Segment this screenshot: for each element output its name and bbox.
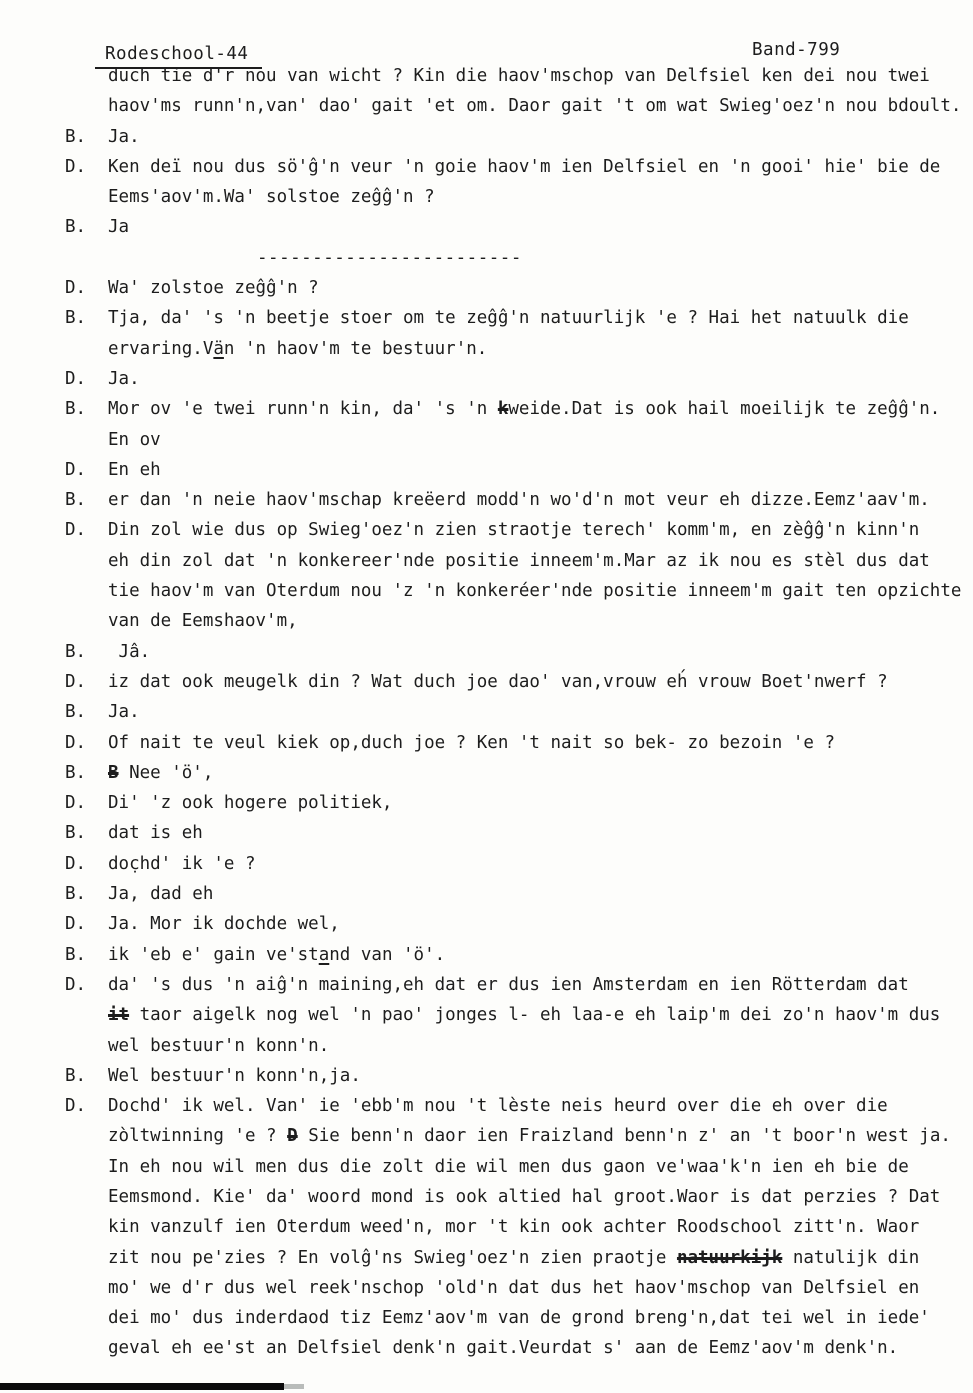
line-text bbox=[108, 1121, 970, 1151]
transcript-line bbox=[65, 1182, 970, 1212]
speaker-label bbox=[65, 61, 108, 91]
transcript-line bbox=[65, 1212, 970, 1242]
text-segment: haov'ms runn'n,van' dao' gait 'et om. Daor gait 't om wat Swieg'oez'n nou bdoult. bbox=[108, 96, 962, 117]
line-text bbox=[108, 546, 970, 576]
text-segment: geval eh ee'st an Delfsiel denk'n gait.Veurdat s' aan de Eemz'aov'm denk'n. bbox=[108, 1338, 899, 1359]
transcript-line bbox=[65, 1303, 970, 1333]
text-segment: zòltwinning 'e ? bbox=[108, 1126, 288, 1147]
speaker-label: B. bbox=[65, 702, 87, 723]
line-text bbox=[108, 970, 970, 1000]
text-segment: iz dat ook meugelk din ? Wat duch joe dao' van,vrouw eh́ vrouw Boet'nwerf ? bbox=[108, 671, 888, 692]
text-segment: n 'n haov'm te bestuur'n. bbox=[223, 338, 488, 359]
line-text bbox=[108, 879, 970, 909]
line-text bbox=[108, 61, 970, 91]
text-segment: kin vanzulf ien Oterdum weed'n, mor 't kin ook achter Roodschool zitt'n. Waor bbox=[108, 1217, 920, 1238]
transcript-line bbox=[65, 425, 970, 455]
text-segment: dat is eh bbox=[108, 823, 203, 844]
line-text bbox=[108, 849, 970, 879]
transcript-line bbox=[65, 576, 970, 606]
line-text bbox=[108, 303, 970, 333]
transcript-line bbox=[65, 1091, 970, 1121]
text-segment: Jâ. bbox=[108, 641, 151, 662]
struck-text: natuurkijk bbox=[676, 1247, 783, 1268]
line-text bbox=[108, 364, 970, 394]
line-text bbox=[108, 576, 970, 606]
transcript-line bbox=[65, 879, 970, 909]
speaker-label bbox=[65, 182, 108, 212]
speaker-label: D. bbox=[65, 156, 87, 177]
band-number: Band-799 bbox=[752, 40, 841, 60]
line-text bbox=[108, 91, 970, 121]
speaker-label: B. bbox=[65, 944, 87, 965]
speaker-label bbox=[65, 1000, 108, 1030]
speaker-label bbox=[65, 1273, 108, 1303]
text-segment: er dan 'n neie haov'mschap kreëerd modd'n wo'd'n mot veur eh dizze.Eemz'aav'm. bbox=[108, 490, 930, 511]
speaker-label: D. bbox=[65, 974, 87, 995]
transcript-line bbox=[65, 1243, 970, 1273]
text-segment: Wa' zolstoe zeĝĝ'n ? bbox=[108, 278, 319, 299]
transcript-line bbox=[65, 788, 970, 818]
line-text bbox=[108, 1212, 970, 1242]
speaker-label: B. bbox=[65, 490, 87, 511]
text-segment: En ov bbox=[108, 429, 161, 450]
text-segment: Of nait te veul kiek op,duch joe ? Ken 't nait so bek- zo bezoin 'e ? bbox=[108, 732, 835, 753]
transcript-line bbox=[65, 970, 970, 1000]
scan-artifact-bar bbox=[0, 1383, 284, 1390]
text-segment: Ja bbox=[108, 217, 130, 238]
line-text bbox=[108, 334, 970, 364]
transcript-line bbox=[65, 758, 970, 788]
text-segment: Din zol wie dus op Swieg'oez'n zien straotje terech' komm'm, en zèĝĝ'n kinn'n bbox=[108, 520, 920, 541]
speaker-label bbox=[65, 1333, 108, 1363]
line-text bbox=[108, 1152, 970, 1182]
transcript-line bbox=[65, 546, 970, 576]
line-text bbox=[108, 1091, 970, 1121]
text-segment: Ja, dad eh bbox=[108, 884, 214, 905]
struck-text: B bbox=[108, 762, 119, 783]
transcript-line bbox=[65, 606, 970, 636]
text-segment: ervaring.V bbox=[108, 338, 214, 359]
speaker-label bbox=[65, 1212, 108, 1242]
speaker-label: B. bbox=[65, 217, 87, 238]
line-text bbox=[108, 606, 970, 636]
text-segment: tie haov'm van Oterdum nou 'z 'n konkeréer'nde positie inneem'm gait ten opzichte bbox=[108, 581, 962, 602]
text-segment: Ja. bbox=[108, 126, 140, 147]
transcript-line bbox=[65, 1061, 970, 1091]
transcript-line bbox=[65, 1121, 970, 1151]
line-text bbox=[108, 1061, 970, 1091]
speaker-label bbox=[65, 334, 108, 364]
speaker-label: D. bbox=[65, 368, 87, 389]
speaker-label: D. bbox=[65, 520, 87, 541]
line-text bbox=[108, 1273, 970, 1303]
text-segment: weide.Dat is ook hail moeilijk te zeĝĝ'n. bbox=[508, 399, 941, 420]
line-text bbox=[108, 182, 970, 212]
transcript-line bbox=[65, 303, 970, 333]
text-segment: Ken deï nou dus sö'ĝ'n veur 'n goie haov'm ien Delfsiel en 'n gooi' hie' bie de bbox=[108, 156, 941, 177]
speaker-label: B. bbox=[65, 823, 87, 844]
transcript-line bbox=[65, 212, 970, 242]
text-segment: da' 's dus 'n aiĝ'n maining,eh dat er dus ien Amsterdam en ien Rötterdam dat bbox=[108, 974, 909, 995]
text-segment: Sie benn'n daor ien Fraizland benn'n z' an 't boor'n west ja. bbox=[297, 1126, 951, 1147]
line-text bbox=[108, 1333, 970, 1363]
speaker-label: B. bbox=[65, 884, 87, 905]
speaker-label bbox=[65, 1031, 108, 1061]
text-segment: Ja. bbox=[108, 368, 140, 389]
transcript-line bbox=[65, 1273, 970, 1303]
transcript-line bbox=[65, 515, 970, 545]
line-text bbox=[108, 1303, 970, 1333]
transcript-line bbox=[65, 1333, 970, 1363]
line-text bbox=[108, 728, 970, 758]
struck-text: D bbox=[287, 1126, 298, 1147]
speaker-label: D. bbox=[65, 914, 87, 935]
line-text bbox=[108, 1243, 970, 1273]
speaker-label bbox=[65, 91, 108, 121]
underlined-text: ä bbox=[213, 338, 224, 359]
speaker-label bbox=[65, 1243, 108, 1273]
struck-text: it bbox=[108, 1005, 130, 1026]
speaker-label bbox=[65, 243, 108, 273]
line-text bbox=[108, 697, 970, 727]
line-text bbox=[108, 1000, 970, 1030]
line-text bbox=[108, 515, 970, 545]
transcript-line bbox=[65, 334, 970, 364]
line-text bbox=[108, 212, 970, 242]
struck-text: k bbox=[497, 399, 509, 420]
speaker-label: D. bbox=[65, 732, 87, 753]
line-text bbox=[108, 273, 970, 303]
separator-line bbox=[65, 243, 970, 273]
transcript-line bbox=[65, 394, 970, 424]
speaker-label: D. bbox=[65, 278, 87, 299]
transcript-line bbox=[65, 909, 970, 939]
line-text bbox=[108, 940, 970, 970]
line-text bbox=[108, 425, 970, 455]
line-text bbox=[108, 1182, 970, 1212]
text-segment: eh din zol dat 'n konkereer'nde positie inneem'm.Mar az ik nou es stèl dus dat bbox=[108, 550, 930, 571]
transcript-line bbox=[65, 61, 970, 91]
text-segment: In eh nou wil men dus die zolt die wil men dus gaon ve'waa'k'n ien eh bie de bbox=[108, 1156, 909, 1177]
transcript-line bbox=[65, 637, 970, 667]
text-segment: ------------------------ bbox=[257, 247, 522, 268]
text-segment: Eems'aov'm.Wa' solstoe zeĝĝ'n ? bbox=[108, 187, 435, 208]
text-segment: wel bestuur'n konn'n. bbox=[108, 1035, 330, 1056]
transcript-line bbox=[65, 849, 970, 879]
underlined-text: a bbox=[318, 944, 330, 965]
text-segment: natulijk din bbox=[782, 1247, 920, 1268]
speaker-label: D. bbox=[65, 793, 87, 814]
transcript-line bbox=[65, 1152, 970, 1182]
transcript-line bbox=[65, 273, 970, 303]
transcript-line bbox=[65, 728, 970, 758]
transcript-line bbox=[65, 697, 970, 727]
speaker-label bbox=[65, 576, 108, 606]
transcript-line bbox=[65, 940, 970, 970]
speaker-label: D. bbox=[65, 459, 87, 480]
transcript-line bbox=[65, 152, 970, 182]
separator-dashes bbox=[108, 243, 970, 273]
text-segment: Ja. bbox=[108, 702, 140, 723]
text-segment: Dochd' ik wel. Van' ie 'ebb'm nou 't lèste neis heurd over die eh over die bbox=[108, 1096, 888, 1117]
speaker-label: B. bbox=[65, 762, 87, 783]
text-segment: Mor ov 'e twei runn'n kin, da' 's 'n bbox=[108, 399, 498, 420]
text-segment: Ja. Mor ik dochde wel, bbox=[108, 914, 340, 935]
text-segment: duch tie d'r nou van wicht ? Kin die haov'mschop van Delfsiel ken dei nou twei bbox=[108, 66, 930, 86]
transcript-line bbox=[65, 182, 970, 212]
speaker-label bbox=[65, 606, 108, 636]
text-segment: Tja, da' 's 'n beetje stoer om te zeĝĝ'n natuurlijk 'e ? Hai het natuulk die bbox=[108, 308, 909, 329]
speaker-label bbox=[65, 1121, 108, 1151]
line-text bbox=[108, 667, 970, 697]
text-segment: doc̣hd' ik 'e ? bbox=[108, 853, 256, 874]
text-segment: Wel bestuur'n konn'n,ja. bbox=[108, 1065, 361, 1086]
text-segment: zit nou pe'zies ? En volĝ'ns Swieg'oez'n zien praotje bbox=[108, 1247, 677, 1268]
text-segment: Di' 'z ook hogere politiek, bbox=[108, 793, 393, 814]
speaker-label bbox=[65, 1182, 108, 1212]
line-text bbox=[108, 818, 970, 848]
text-segment: van de Eemshaov'm, bbox=[108, 611, 298, 632]
text-segment: En eh bbox=[108, 459, 161, 480]
text-segment: taor aigelk nog wel 'n pao' jonges l- eh laa-e eh laip'm dei zo'n haov'm dus bbox=[129, 1005, 941, 1026]
line-text bbox=[108, 637, 970, 667]
speaker-label bbox=[65, 546, 108, 576]
transcript bbox=[65, 61, 970, 1364]
line-text bbox=[108, 152, 970, 182]
transcript-line bbox=[65, 122, 970, 152]
transcript-line bbox=[65, 91, 970, 121]
text-segment: Nee 'ö', bbox=[118, 762, 214, 783]
transcript-line bbox=[65, 485, 970, 515]
line-text bbox=[108, 455, 970, 485]
transcript-line bbox=[65, 818, 970, 848]
speaker-label bbox=[65, 425, 108, 455]
transcript-line bbox=[65, 364, 970, 394]
speaker-label: D. bbox=[65, 671, 87, 692]
speaker-label bbox=[65, 1303, 108, 1333]
line-text bbox=[108, 909, 970, 939]
speaker-label: D. bbox=[65, 853, 87, 874]
text-segment: nd van 'ö'. bbox=[329, 944, 446, 965]
speaker-label: B. bbox=[65, 641, 87, 662]
document-title: Rodeschool-44 bbox=[95, 44, 262, 69]
speaker-label: B. bbox=[65, 399, 87, 420]
line-text bbox=[108, 485, 970, 515]
line-text bbox=[108, 1031, 970, 1061]
speaker-label bbox=[65, 1152, 108, 1182]
text-segment: Eemsmond. Kie' da' woord mond is ook altied hal groot.Waor is dat perzies ? Dat bbox=[108, 1186, 941, 1207]
line-text bbox=[108, 122, 970, 152]
speaker-label: D. bbox=[65, 1096, 87, 1117]
transcript-line bbox=[65, 455, 970, 485]
speaker-label: B. bbox=[65, 308, 87, 329]
speaker-label: B. bbox=[65, 1065, 87, 1086]
text-segment: ik 'eb e' gain ve'st bbox=[108, 944, 319, 965]
transcript-line bbox=[65, 1031, 970, 1061]
text-segment: dei mo' dus inderdaod tiz Eemz'aov'm van de grond breng'n,dat tei wel in iede' bbox=[108, 1308, 930, 1329]
line-text bbox=[108, 758, 970, 788]
transcript-line bbox=[65, 667, 970, 697]
line-text bbox=[108, 788, 970, 818]
transcript-line bbox=[65, 1000, 970, 1030]
line-text bbox=[108, 394, 970, 424]
speaker-label: B. bbox=[65, 126, 87, 147]
text-segment: mo' we d'r dus wel reek'nschop 'old'n dat dus het haov'mschop van Delfsiel en bbox=[108, 1277, 920, 1298]
